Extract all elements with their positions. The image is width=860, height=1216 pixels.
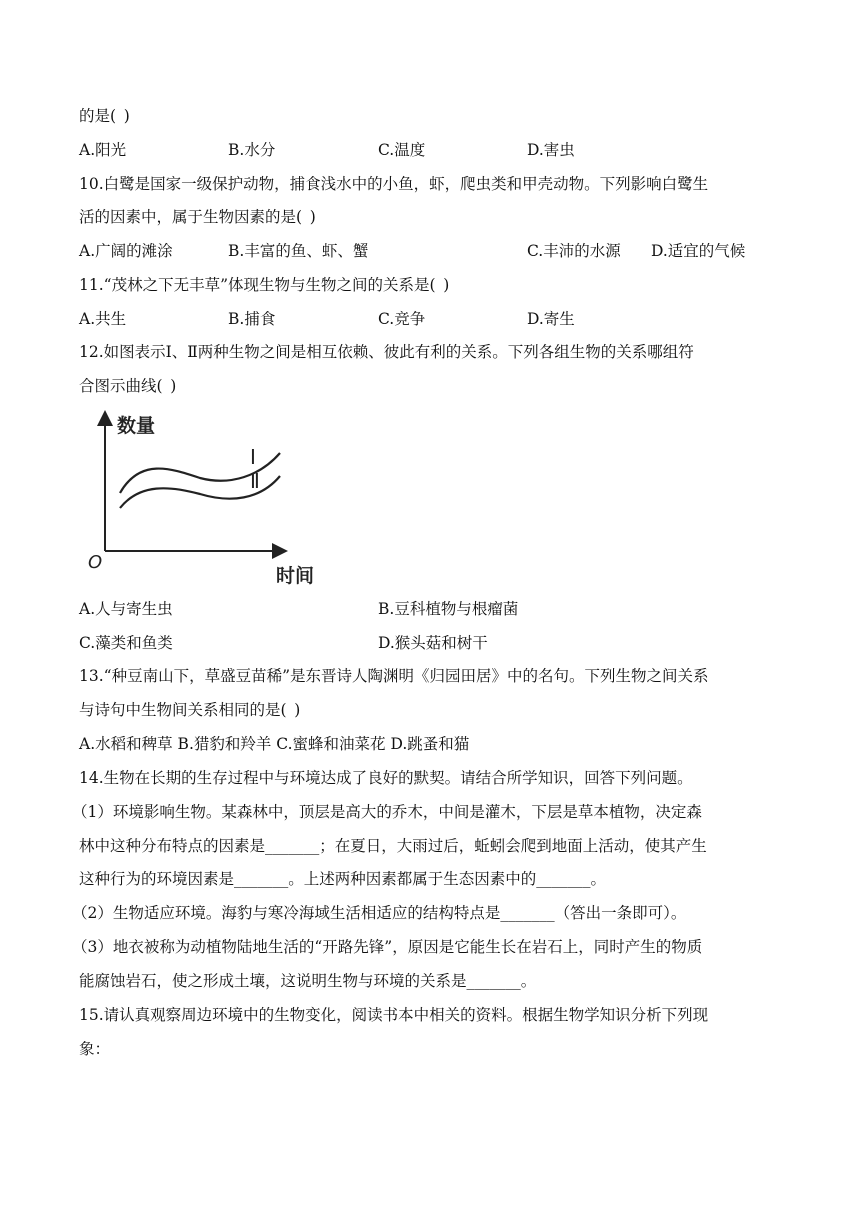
q10-option-c: C.丰沛的水源 xyxy=(527,242,621,260)
q14-stem: 14.生物在长期的生存过程中与环境达成了良好的默契。请结合所学知识，回答下列问题。 xyxy=(79,769,693,787)
q13-stem-line2: 与诗句中生物间关系相同的是( ) xyxy=(79,701,301,719)
q10-option-d: D.适宜的气候 xyxy=(651,242,746,260)
q10-option-b: B.丰富的鱼、虾、蟹 xyxy=(228,242,369,260)
q10-option-a: A.广阔的滩涂 xyxy=(79,242,173,260)
q14-part3-line1: （3）地衣被称为动植物陆地生活的“开路先锋”，原因是它能生长在岩石上，同时产生的物质 xyxy=(72,938,703,956)
q9-option-d: D.害虫 xyxy=(527,141,575,159)
q11-stem: 11.“茂林之下无丰草”体现生物与生物之间的关系是( ) xyxy=(79,276,450,294)
q10-stem-line2: 活的因素中，属于生物因素的是( ) xyxy=(79,208,316,226)
q11-option-a: A.共生 xyxy=(79,310,127,328)
curve-i-label: Ⅰ xyxy=(250,445,256,469)
q11-option-d: D.寄生 xyxy=(527,310,575,328)
q9-stem-tail: 的是( ) xyxy=(79,107,130,125)
q12-stem-line2: 合图示曲线( ) xyxy=(79,377,177,395)
q15-stem-line2: 象： xyxy=(79,1040,111,1058)
q12-option-a: A.人与寄生虫 xyxy=(79,600,173,618)
x-axis-label: 时间 xyxy=(276,565,315,587)
curve-ii-label: Ⅱ xyxy=(250,469,260,493)
q11-option-b: B.捕食 xyxy=(228,310,276,328)
q14-part1-line1: （1）环境影响生物。某森林中，顶层是高大的乔木，中间是灌木，下层是草本植物，决定森 xyxy=(72,803,702,821)
q12-option-b: B.豆科植物与根瘤菌 xyxy=(378,600,519,618)
q14-part3-line2: 能腐蚀岩石，使之形成土壤，这说明生物与环境的关系是_______。 xyxy=(79,972,537,990)
q12-option-d: D.猴头菇和树干 xyxy=(378,634,488,652)
q9-option-b: B.水分 xyxy=(228,141,276,159)
q9-option-a: A.阳光 xyxy=(79,141,127,159)
q13-stem-line1: 13.“种豆南山下，草盛豆苗稀”是东晋诗人陶渊明《归园田居》中的名句。下列生物之间关系 xyxy=(79,667,709,685)
y-axis-label: 数量 xyxy=(117,415,156,437)
q9-option-c: C.温度 xyxy=(378,141,426,159)
q10-stem-line1: 10.白鹭是国家一级保护动物，捕食浅水中的小鱼，虾，爬虫类和甲壳动物。下列影响白鹭生 xyxy=(79,175,709,193)
q14-part2: （2）生物适应环境。海豹与寒冷海域生活相适应的结构特点是_______（答出一条即可）。 xyxy=(72,904,687,922)
q11-option-c: C.竞争 xyxy=(378,310,426,328)
q13-options: A.水稻和稗草 B.猎豹和羚羊 C.蜜蜂和油菜花 D.跳蚤和猫 xyxy=(79,735,470,753)
q12-figure xyxy=(80,408,340,588)
q12-option-c: C.藻类和鱼类 xyxy=(79,634,173,652)
q12-stem-line1: 12.如图表示Ⅰ、Ⅱ两种生物之间是相互依赖、彼此有利的关系。下列各组生物的关系哪组符 xyxy=(79,343,694,361)
q14-part1-line3: 这种行为的环境因素是_______。上述两种因素都属于生态因素中的_______。 xyxy=(79,870,607,888)
q15-stem-line1: 15.请认真观察周边环境中的生物变化，阅读书本中相关的资料。根据生物学知识分析下列现 xyxy=(79,1006,709,1024)
origin-label: O xyxy=(88,552,103,573)
q14-part1-line2: 林中这种分布特点的因素是_______；在夏日，大雨过后，蚯蚓会爬到地面上活动，使其产生 xyxy=(79,837,707,855)
